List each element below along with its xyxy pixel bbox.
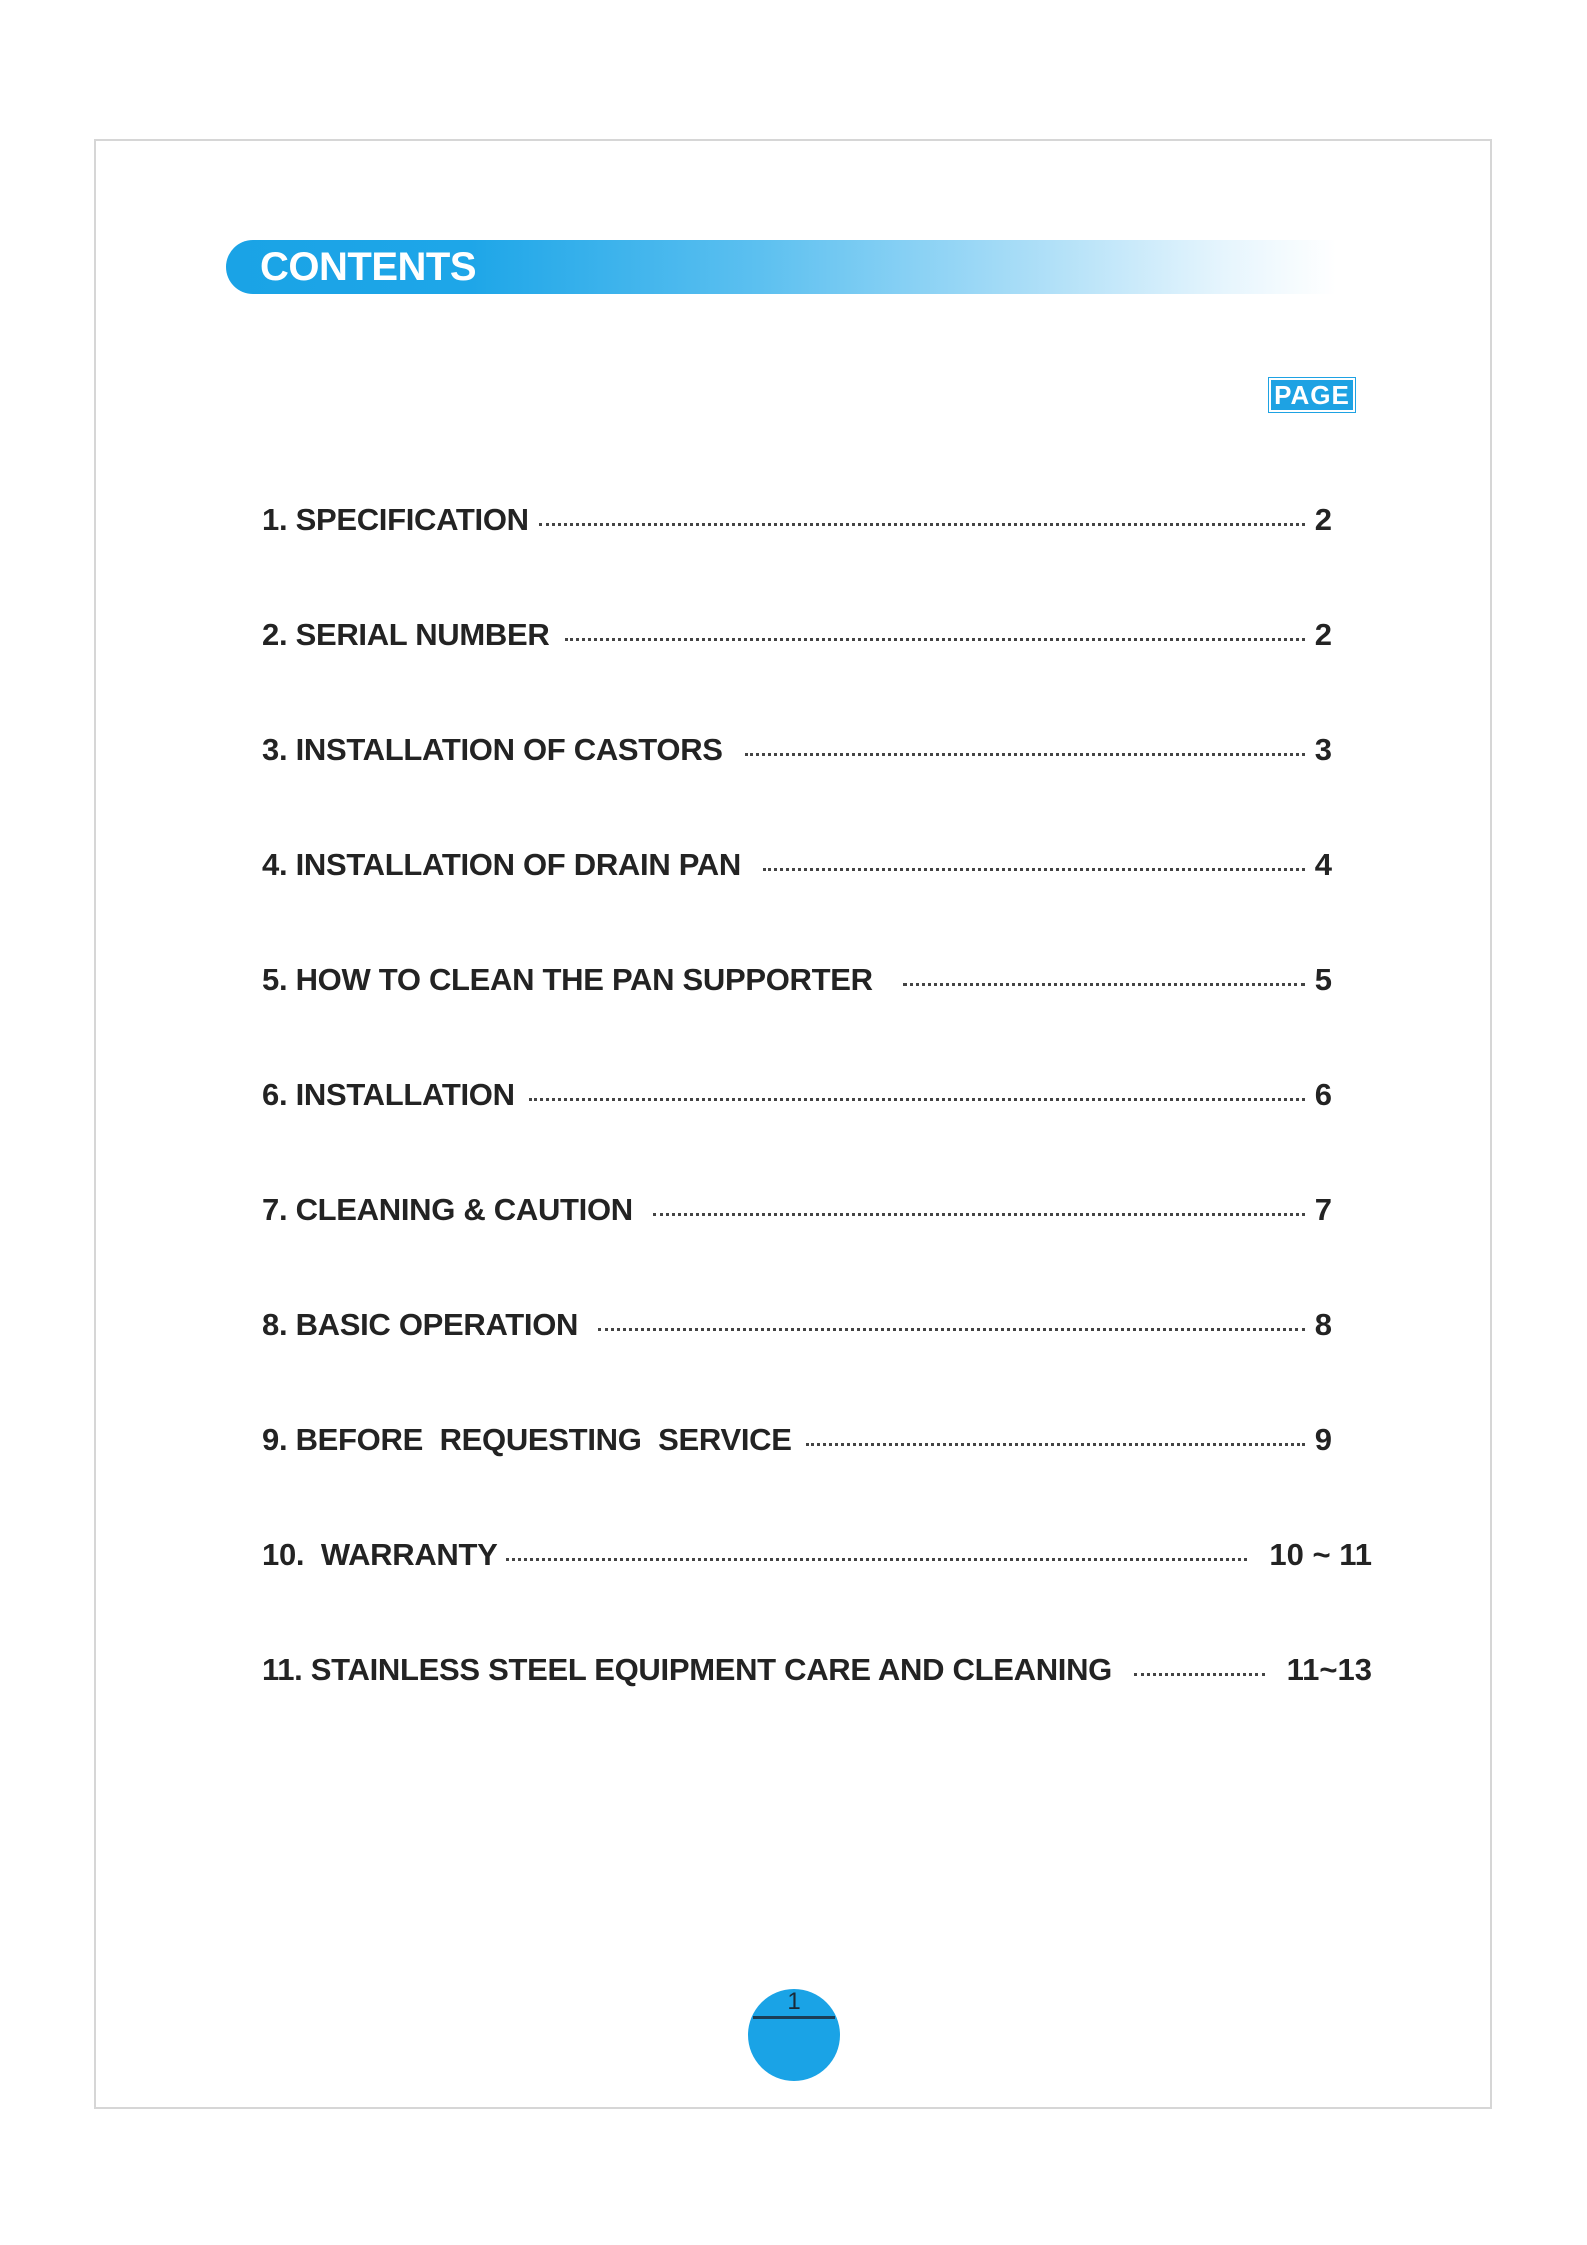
page-frame — [94, 139, 1492, 2109]
toc-entry-page: 2 — [1314, 617, 1332, 652]
contents-banner — [226, 240, 1336, 294]
page-number-badge — [748, 1989, 840, 2081]
toc-entry-page: 9 — [1314, 1422, 1332, 1457]
toc-dot-leader — [653, 1213, 1305, 1216]
toc-entry-title: 9. BEFORE REQUESTING SERVICE — [262, 1422, 792, 1457]
toc-entry-title: 1. SPECIFICATION — [262, 502, 529, 537]
toc-entry[interactable] — [262, 1301, 1332, 1349]
toc-entry-page: 10 ~ 11 — [1269, 1537, 1372, 1572]
toc-entry[interactable] — [262, 1071, 1332, 1119]
toc-entry-title: 5. HOW TO CLEAN THE PAN SUPPORTER — [262, 962, 873, 997]
toc-entry-title: 6. INSTALLATION — [262, 1077, 515, 1112]
toc-entry-page: 3 — [1314, 732, 1332, 767]
toc-entry-title: 3. INSTALLATION OF CASTORS — [262, 732, 723, 767]
toc-entry-title: 7. CLEANING & CAUTION — [262, 1192, 633, 1227]
toc-entry-title: 11. STAINLESS STEEL EQUIPMENT CARE AND CLEANING — [262, 1652, 1112, 1687]
toc-entry-title: 8. BASIC OPERATION — [262, 1307, 579, 1342]
toc-entry[interactable] — [262, 1416, 1332, 1464]
page-number-divider — [753, 2016, 835, 2019]
toc-entry-title: 4. INSTALLATION OF DRAIN PAN — [262, 847, 741, 882]
toc-entry-page: 7 — [1314, 1192, 1332, 1227]
toc-entry-page: 4 — [1314, 847, 1332, 882]
toc-dot-leader — [745, 753, 1305, 756]
toc-dot-leader — [529, 1098, 1305, 1101]
toc-entry-page: 8 — [1314, 1307, 1332, 1342]
toc-dot-leader — [903, 983, 1305, 986]
toc-entry-title: 10. WARRANTY — [262, 1537, 498, 1572]
toc-entry[interactable] — [262, 611, 1332, 659]
toc-entry[interactable] — [262, 496, 1332, 544]
toc-entry-page: 11~13 — [1286, 1652, 1372, 1687]
toc-dot-leader — [763, 868, 1305, 871]
toc-dot-leader — [506, 1558, 1248, 1561]
toc-dot-leader — [806, 1443, 1305, 1446]
toc-entry[interactable] — [262, 956, 1332, 1004]
toc-entry[interactable] — [262, 841, 1332, 889]
toc-entry-page: 6 — [1314, 1077, 1332, 1112]
toc-dot-leader — [565, 638, 1304, 641]
toc-dot-leader — [539, 523, 1305, 526]
toc-entry-title: 2. SERIAL NUMBER — [262, 617, 550, 652]
page-number: 1 — [787, 1989, 801, 2015]
page-column-label: PAGE — [1269, 378, 1355, 412]
toc-entry[interactable] — [262, 1186, 1332, 1234]
toc-entry[interactable] — [262, 1531, 1372, 1579]
toc-entry-page: 2 — [1314, 502, 1332, 537]
toc-dot-leader — [598, 1328, 1305, 1331]
toc-entry[interactable] — [262, 1646, 1372, 1694]
toc-entry[interactable] — [262, 726, 1332, 774]
contents-title: CONTENTS — [260, 245, 476, 289]
toc-dot-leader — [1134, 1673, 1265, 1676]
toc-entry-page: 5 — [1314, 962, 1332, 997]
